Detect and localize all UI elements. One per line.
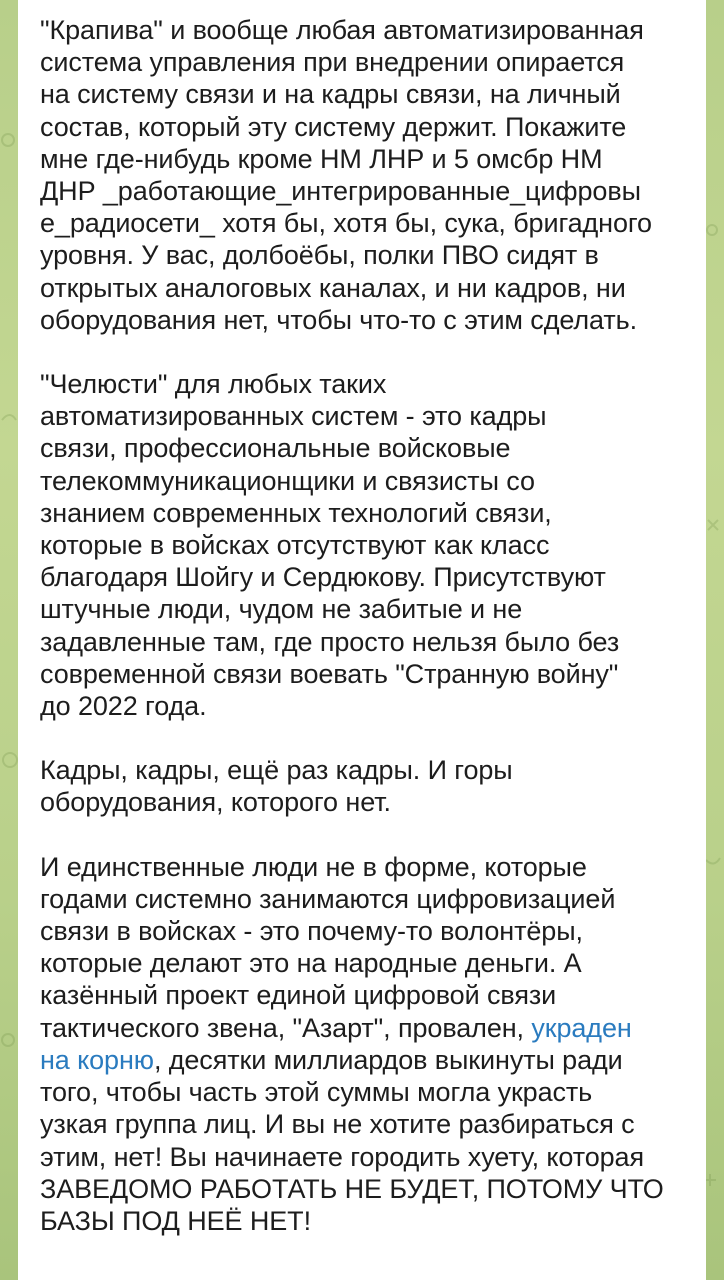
message-paragraph-3: Кадры, кадры, ещё раз кадры. И горы оборудования, которого нет.: [40, 755, 513, 818]
message-bubble: [18, 0, 706, 1280]
message-paragraph-2: "Челюсти" для любых таких автоматизированных систем - это кадры связи, профессиональные войсковые телекоммуникационщики и связисты со знанием современных технологий связи, которые в войсках отсутствуют как класс благодаря Шойгу и Сердюкову. Присутствуют штучные люди, чудом не забитые и не задавленные там, где просто нельзя было без современной связи воевать "Странную войну" до 2022 года.: [40, 369, 620, 722]
paragraph-4-text-after-link: , десятки миллиардов выкинуты ради того, чтобы часть этой суммы могла украсть узкая группа лиц. И вы не хотите разбираться с этим, нет! Вы начинаете городить хуету, которая ЗАВЕДОМО РАБОТАТЬ НЕ БУДЕТ, ПОТОМУ ЧТО БАЗЫ ПОД НЕЁ НЕТ!: [40, 1044, 664, 1236]
message-text: [40, 14, 686, 1237]
paragraph-4-text-before-link: И единственные люди не в форме, которые годами системно занимаются цифровизацией связи в войсках - это почему-то волонтёры, которые делают это на народные деньги. А казённый проект единой цифровой связи тактического звена, "Азарт", провален,: [40, 851, 616, 1043]
message-paragraph-4: [40, 851, 686, 1237]
message-paragraph-1: "Крапива" и вообще любая автоматизированная система управления при внедрении опирается на систему связи и на кадры связи, на личный состав, который эту систему держит. Покажите мне где-нибудь кроме НМ ЛНР и 5 омсбр НМ ДНР _работающие_интегрированные_цифровы е_радиосети_ хотя бы, хотя бы, сука, бригадного уровня. У вас, долбоёбы, полки ПВО сидят в открытых аналоговых каналах, и ни кадров, ни оборудования нет, чтобы что-то с этим сделать.: [40, 15, 652, 335]
stolen-at-root-link[interactable]: украден на корню: [40, 1012, 632, 1075]
